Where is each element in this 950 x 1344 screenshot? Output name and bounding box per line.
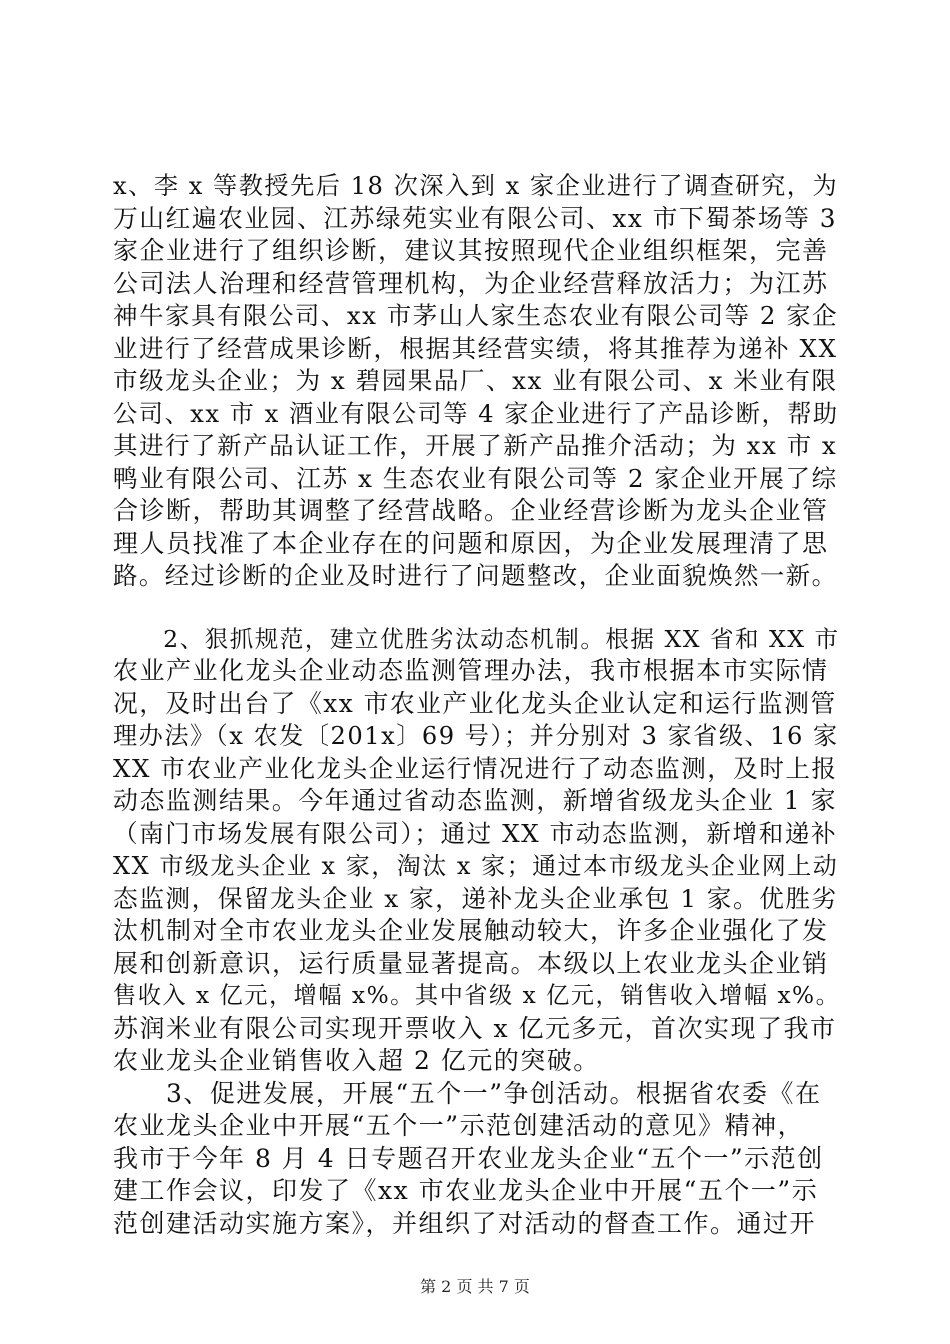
text-line: 其进行了新产品认证工作，开展了新产品推介活动；为 xx 市 x [113,431,838,460]
text-line: 范创建活动实施方案》，并组织了对活动的督查工作。通过开 [113,1208,817,1238]
text-line: 理人员找准了本企业存在的问题和原因，为企业发展理清了思 [113,528,829,558]
text-line: 市级龙头企业；为 x 碧园果品厂、xx 业有限公司、x 米业有限 [113,366,838,395]
text-line: 展和创新意识，运行质量显著提高。本级以上农业龙头企业销 [113,948,829,978]
paragraph-1 [113,170,837,593]
text-line: 苏润米业有限公司实现开票收入 x 亿元多元，首次实现了我市 [113,1013,837,1043]
text-line: 建工作会议，印发了《xx 市农业龙头企业中开展“五个一”示 [113,1176,819,1205]
text-line: 农业龙头企业中开展“五个一”示范创建活动的意见》精神， [113,1111,805,1140]
text-line: 公司、xx 市 x 酒业有限公司等 4 家企业进行了产品诊断，帮助 [113,399,839,428]
text-line: 鸭业有限公司、江苏 x 生态农业有限公司等 2 家企业开展了综 [113,463,838,493]
paragraph-2 [113,623,841,1078]
text-line: 合诊断，帮助其调整了经营战略。企业经营诊断为龙头企业管 [113,496,829,525]
text-line: 汰机制对全市农业龙头企业发展触动较大，许多企业强化了发 [113,916,829,945]
paragraph-spacer [113,593,837,623]
text-line: 农业产业化龙头企业动态监测管理办法，我市根据本市实际情 [113,656,829,685]
paragraph-3 [113,1078,837,1241]
text-line: 况，及时出台了《xx 市农业产业化龙头企业认定和运行监测管 [113,688,837,718]
text-line: 动态监测结果。今年通过省动态监测，新增省级龙头企业 1 家 [113,786,838,815]
text-line: （南门市场发展有限公司）；通过 XX 市动态监测，新增和递补 [113,818,838,848]
text-line: x、李 x 等教授先后 18 次深入到 x 家企业进行了调查研究，为 [113,172,839,200]
text-line: 家企业进行了组织诊断，建议其按照现代企业组织框架，完善 [113,236,829,265]
text-line: 神牛家具有限公司、xx 市茅山人家生态农业有限公司等 2 家企 [113,301,839,330]
text-line: XX 市农业产业化龙头企业运行情况进行了动态监测，及时上报 [113,753,838,783]
text-line: 3、促进发展，开展“五个一”争创活动。根据省农委《在 [113,1078,822,1108]
text-line: XX 市级龙头企业 x 家，淘汰 x 家；通过本市级龙头企业网上动 [113,852,839,880]
text-line: 理办法》（x 农发〔201x〕69 号）；并分别对 3 家省级、16 家 [113,722,839,750]
text-line: 2、狠抓规范，建立优胜劣汰动态机制。根据 XX 省和 XX 市 [113,624,840,653]
text-line: 态监测，保留龙头企业 x 家，递补龙头企业承包 1 家。优胜劣 [113,883,838,913]
document-body [113,170,841,1240]
text-line: 公司法人治理和经营管理机构，为企业经营释放活力；为江苏 [113,268,829,298]
page-number-footer: 第 2 页 共 7 页 [420,1277,530,1296]
text-line: 我市于今年 8 月 4 日专题召开农业龙头企业“五个一”示范创 [113,1143,824,1173]
text-line: 万山红遍农业园、江苏绿苑实业有限公司、xx 市下蜀茶场等 3 [113,203,838,233]
text-line: 业进行了经营成果诊断，根据其经营实绩，将其推荐为递补 XX [113,333,838,363]
text-line: 售收入 x 亿元，增幅 x%。其中省级 x 亿元，销售收入增幅 x%。 [113,982,841,1009]
text-line: 农业龙头企业销售收入超 2 亿元的突破。 [113,1046,600,1075]
text-line: 路。经过诊断的企业及时进行了问题整改，企业面貌焕然一新。 [113,561,838,590]
